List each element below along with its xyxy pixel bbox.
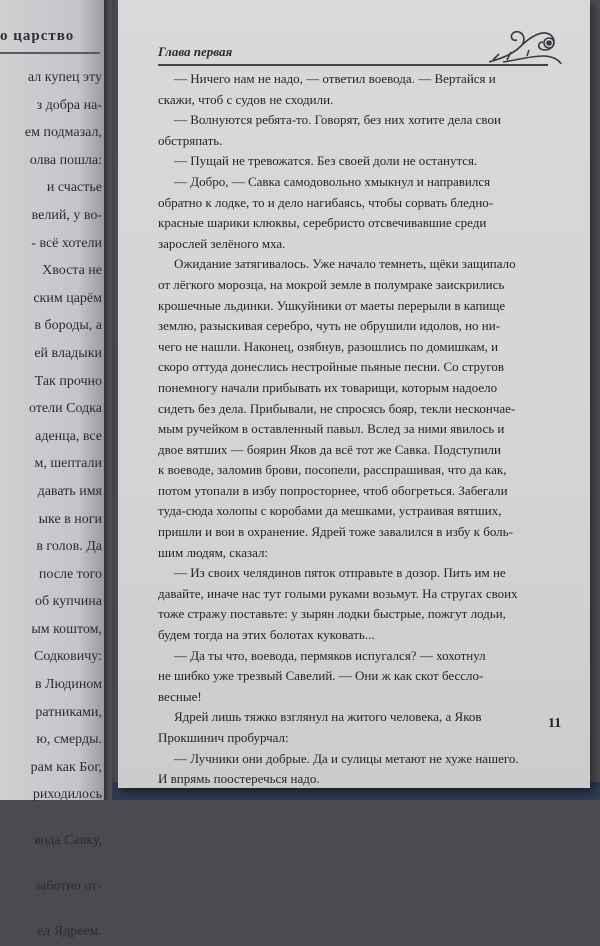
previous-page-line: и счастье <box>46 180 102 196</box>
previous-page-line: риходилось <box>32 787 102 803</box>
previous-page-line: Хвоста не <box>42 263 102 279</box>
text-line: — Добро, — Савка самодовольно хмыкнул и направился <box>174 173 491 189</box>
previous-page-line: об купчина <box>35 594 102 610</box>
text-line: землю, разыскивая серебро, чуть не обрушили идолов, но ни- <box>158 318 501 334</box>
previous-page-header: о царство <box>0 28 75 44</box>
scroll-ornament-icon <box>483 16 563 66</box>
text-line: понемногу начали прибывать их товарищи, которым надоело <box>158 379 498 395</box>
previous-page-line: после того <box>38 566 102 582</box>
previous-page-line: Содковичу: <box>34 649 102 665</box>
previous-page-header-rule <box>0 52 100 54</box>
text-line: давайте, иначе нас тут голыми руками возьмут. На стругах своих <box>158 585 518 601</box>
previous-page-line: ским царём <box>33 290 102 306</box>
text-line: будем тогда на этих болотах куковать... <box>158 627 375 643</box>
text-line: — Из своих челядинов пяток отправьте в дозор. Пить им не <box>174 565 506 581</box>
previous-page-line: ыке в ноги <box>38 511 102 527</box>
previous-page-line: заботно от- <box>34 878 102 894</box>
previous-page-line: ым коштом, <box>31 621 102 637</box>
page-body-text <box>158 69 548 790</box>
previous-page-line: олва пошла: <box>29 152 102 168</box>
previous-page-line: в Людином <box>34 677 102 693</box>
previous-page-line <box>0 900 102 918</box>
text-line: красные шарики клюквы, серебристо отсвечивавшие среди <box>158 215 487 231</box>
text-line: потом утопали в избу попросторнее, чтоб обогреться. Забегали <box>158 482 508 498</box>
text-line: туда-сюда холопы с коробами да мешками, устраивая вятших, <box>158 503 502 519</box>
previous-page-line: ратниками, <box>35 704 102 720</box>
text-line: — Лучники они добрые. Да и сулицы метают не хуже нашего. <box>174 750 519 766</box>
text-line: шим людям, сказал: <box>158 544 269 560</box>
previous-page-line: - всё хотели <box>31 235 102 251</box>
text-line: не шибко уже трезвый Савелий. — Они ж как скот бессло- <box>158 668 484 684</box>
previous-page-line: ей владыки <box>34 345 102 361</box>
text-line: зарослей зелёного мха. <box>158 235 286 251</box>
previous-page-line: в голов. Да <box>36 539 102 555</box>
book-page <box>118 0 590 788</box>
text-line: к воеводе, заломив брови, посопели, расспрашивая, что да как, <box>158 462 507 478</box>
text-line: — Ничего нам не надо, — ответил воевода. — Вертайся и <box>174 71 496 86</box>
previous-page-line: вода Савку, <box>34 833 102 849</box>
previous-page-line: Так прочно <box>34 373 102 389</box>
previous-page-line: ю, смерды. <box>36 732 102 748</box>
text-line: — Да ты что, воевода, пермяков испугался? — хохотнул <box>174 647 486 663</box>
text-line: скоро оттуда донеслись нестройные пьяные песни. Со стругов <box>158 359 504 375</box>
page-number: 11 <box>548 716 562 731</box>
previous-page-line: велий, у во- <box>31 207 102 223</box>
text-line: двое вятших — боярин Яков да всё тот же Савка. Подступили <box>158 441 501 457</box>
previous-page-line: отели Содка <box>29 401 102 417</box>
text-line: тоже стражу поставьте: у зырян лодки быстрые, пожгут лодьи, <box>158 606 506 622</box>
previous-page-line <box>0 809 102 827</box>
previous-page <box>0 0 112 940</box>
previous-page-text <box>0 64 102 946</box>
text-line: Прокшинич пробурчал: <box>158 730 289 745</box>
text-line: сидеть без дела. Прибывали, не спросясь бояр, текли нескончае- <box>158 400 516 416</box>
text-line: скажи, чтоб с судов не сходили. <box>158 91 334 107</box>
chapter-header: Глава первая <box>158 44 233 59</box>
text-line: обстряпать. <box>158 132 223 148</box>
text-line: И впрямь поостеречься надо. <box>158 771 320 787</box>
text-line: Ядрей лишь тяжко взглянул на житого человека, а Яков <box>174 709 482 725</box>
text-line: весные! <box>158 688 202 704</box>
previous-page-line: рам как Бог, <box>30 759 102 775</box>
text-line: от лёгкого морозца, на мокрой земле в полумраке заискрились <box>158 276 505 292</box>
previous-page-line: в бороды, а <box>34 318 102 334</box>
previous-page-line: ем подмазал, <box>24 125 102 141</box>
previous-page-line: з добра на- <box>36 97 102 113</box>
text-line: обратно к лодке, то и дело нагибаясь, чтобы сорвать бледно- <box>158 194 494 210</box>
previous-page-line: м, шептали <box>34 456 102 472</box>
text-line: пришли и вои в охранение. Ядрей тоже завалился в избу к боль- <box>158 524 513 540</box>
text-line: чего не нашли. Наконец, озябнув, разошлись по домишкам, и <box>158 338 499 354</box>
text-line: — Волнуются ребята-то. Говорят, без них хотите дела свои <box>174 112 501 128</box>
text-line: — Пущай не тревожатся. Без своей доли не останутся. <box>174 153 478 169</box>
text-line: мым ручейком в оставленный павыл. Вслед за ними явилось и <box>158 421 505 437</box>
previous-page-line: давать имя <box>37 483 102 499</box>
previous-page-line: ед Ядреем. <box>37 924 102 940</box>
previous-page-line: аденца, все <box>35 428 102 444</box>
previous-page-line: ал купец эту <box>27 70 102 85</box>
text-line: крошечные льдинки. Ушкуйники от маеты перерыли в капище <box>158 297 506 313</box>
text-line: Ожидание затягивалось. Уже начало темнеть, щёки защипало <box>174 256 516 272</box>
previous-page-line <box>0 855 102 873</box>
